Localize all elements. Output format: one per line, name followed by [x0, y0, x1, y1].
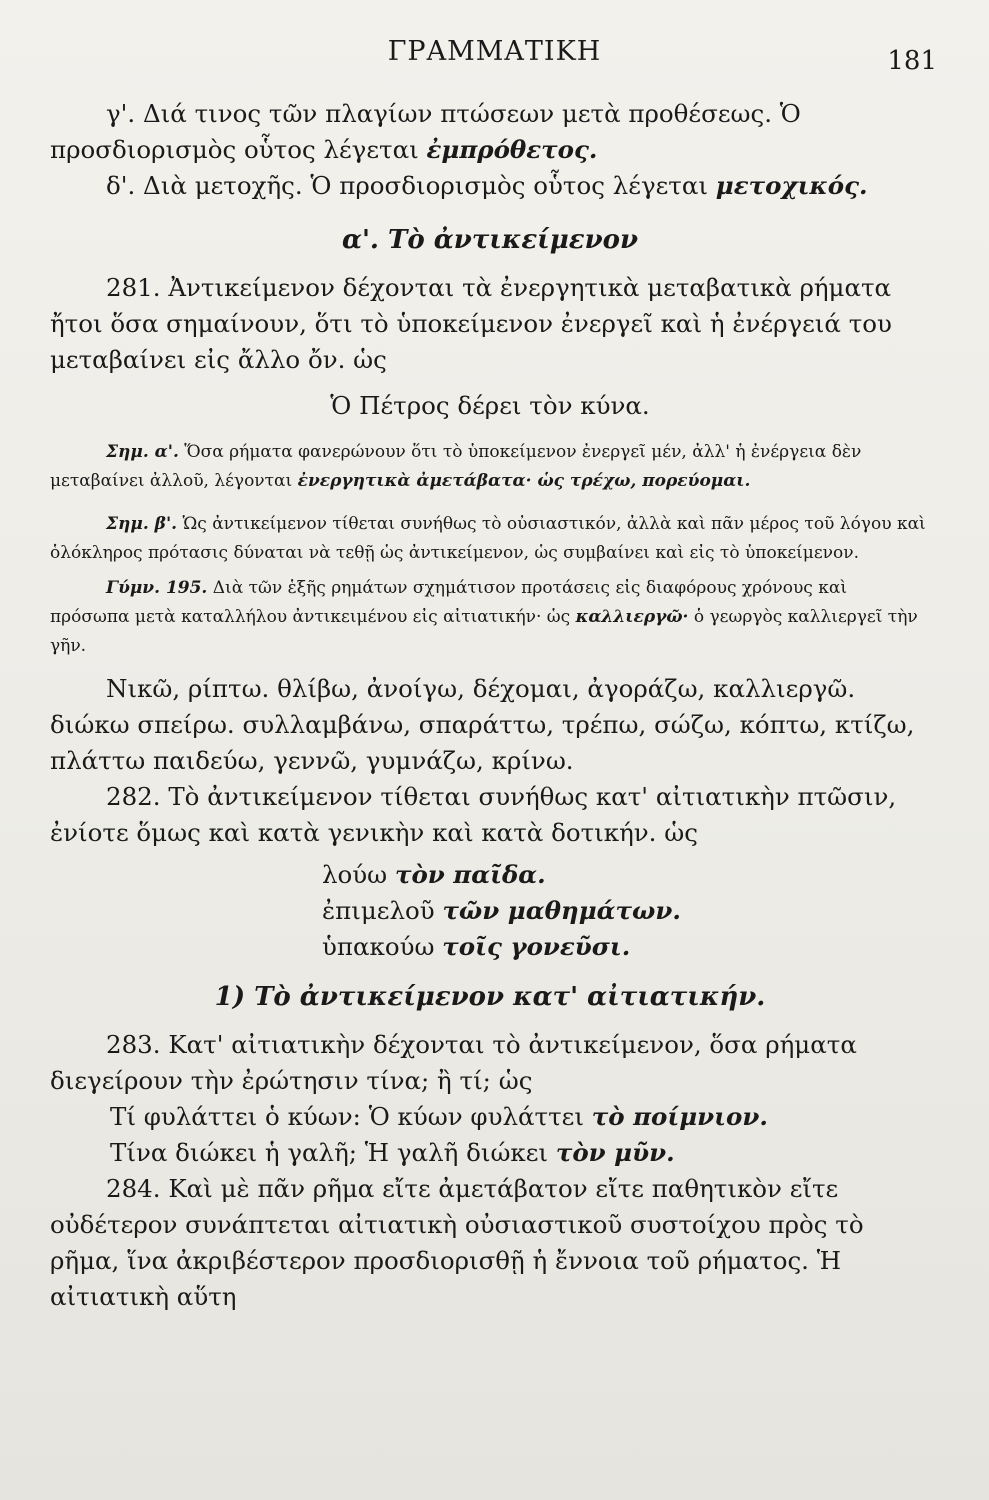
question-2: Τίνα διώκει ἡ γαλῆ; Ἡ γαλῆ διώκει τὸν μῦν. — [110, 1138, 675, 1167]
running-title: ΓΡΑΜΜΑΤΙΚΗ — [387, 36, 602, 67]
page-body — [50, 96, 930, 1315]
paragraph-282: 282. Τὸ ἀντικείμενον τίθεται συνήθως κατ' αἰτιατικὴν πτῶσιν, ἐνίοτε ὅμως καὶ κατὰ γενικὴν καὶ κατὰ δοτικήν. ὡς — [50, 782, 897, 847]
example-281: Ὁ Πέτρος δέρει τὸν κύνα. — [330, 391, 650, 420]
verb-list: Νικῶ, ρίπτω. θλίβω, ἀνοίγω, δέχομαι, ἀγοράζω, καλλιεργῶ. διώκω σπείρω. συλλαμβάνω, σπαράττω, τρέπω, σώζω, κόπτω, κτίζω, πλάττω παιδεύω, γεννῶ, γυμνάζω, κρίνω. — [50, 674, 915, 775]
term-emprothetos: ἐμπρόθετος. — [426, 135, 598, 164]
page-header — [0, 36, 989, 76]
note-a: Σημ. α'. Ὅσα ρήματα φανερώνουν ὅτι τὸ ὑποκείμενον ἐνεργεῖ μέν, ἀλλ' ἡ ἐνέργεια δὲν μεταβαίνει ἀλλοῦ, λέγονται ἐνεργητικὰ ἀμετάβατα· ὡς τρέχω, πορεύομαι. — [50, 442, 862, 491]
exercise-label: Γύμν. 195. — [106, 578, 208, 598]
paragraph-d: δ'. Διὰ μετοχῆς. Ὁ προσδιορισμὸς οὗτος λέγεται μετοχικός. — [106, 171, 868, 200]
term-metochikos: μετοχικός. — [715, 171, 868, 200]
example-282-1: λούω τὸν παῖδα. — [322, 860, 546, 889]
section-heading-a: α'. Τὸ ἀντικείμενον — [341, 225, 639, 255]
paragraph-c: γ'. Διά τινος τῶν πλαγίων πτώσεων μετὰ προθέσεως. Ὁ προσδιορισμὸς οὗτος λέγεται ἐμπρόθετος. — [50, 99, 801, 164]
note-a-label: Σημ. α'. — [106, 442, 179, 462]
paragraph-281: 281. Ἀντικείμενον δέχονται τὰ ἐνεργητικὰ μεταβατικὰ ρήματα ἤτοι ὅσα σημαίνουν, ὅτι τὸ ὑποκείμενον ἐνεργεῖ καὶ ἡ ἐνέργειά του μεταβαίνει εἰς ἄλλο ὄν. ὡς — [50, 273, 892, 374]
note-b: Σημ. β'. Ὡς ἀντικείμενον τίθεται συνήθως τὸ οὐσιαστικόν, ἀλλὰ καὶ πᾶν μέρος τοῦ λόγου καὶ ὁλόκληρος πρότασις δύναται νὰ τεθῇ ὡς ἀντικείμενον, ὡς συμβαίνει καὶ εἰς τὸ ὑποκείμενον. — [50, 514, 926, 563]
page-number: 181 — [887, 46, 937, 76]
example-282-3: ὑπακούω τοῖς γονεῦσι. — [322, 932, 631, 961]
note-b-label: Σημ. β'. — [106, 514, 178, 534]
paragraph-283: 283. Κατ' αἰτιατικὴν δέχονται τὸ ἀντικείμενον, ὅσα ρήματα διεγείρουν τὴν ἐρώτησιν τίνα; ἢ τί; ὡς — [50, 1030, 857, 1095]
exercise-195: Γύμν. 195. Διὰ τῶν ἑξῆς ρημάτων σχημάτισον προτάσεις εἰς διαφόρους χρόνους καὶ πρόσωπα μετὰ καταλλήλου ἀντικειμένου εἰς αἰτιατικήν· ὡς καλλιεργῶ· ὁ γεωργὸς καλλιεργεῖ τὴν γῆν. — [50, 578, 918, 656]
example-282-2: ἐπιμελοῦ τῶν μαθημάτων. — [322, 896, 681, 925]
section-heading-1: 1) Τὸ ἀντικείμενον κατ' αἰτιατικήν. — [214, 982, 766, 1012]
paragraph-284: 284. Καὶ μὲ πᾶν ρῆμα εἴτε ἀμετάβατον εἴτε παθητικὸν εἴτε οὐδέτερον συνάπτεται αἰτιατικὴ οὐσιαστικοῦ συστοίχου πρὸς τὸ ρῆμα, ἵνα ἀκριβέστερον προσδιορισθῇ ἡ ἔννοια τοῦ ρήματος. Ἡ αἰτιατικὴ αὕτη — [50, 1174, 864, 1311]
question-1: Τί φυλάττει ὁ κύων: Ὁ κύων φυλάττει τὸ ποίμνιον. — [110, 1102, 768, 1131]
